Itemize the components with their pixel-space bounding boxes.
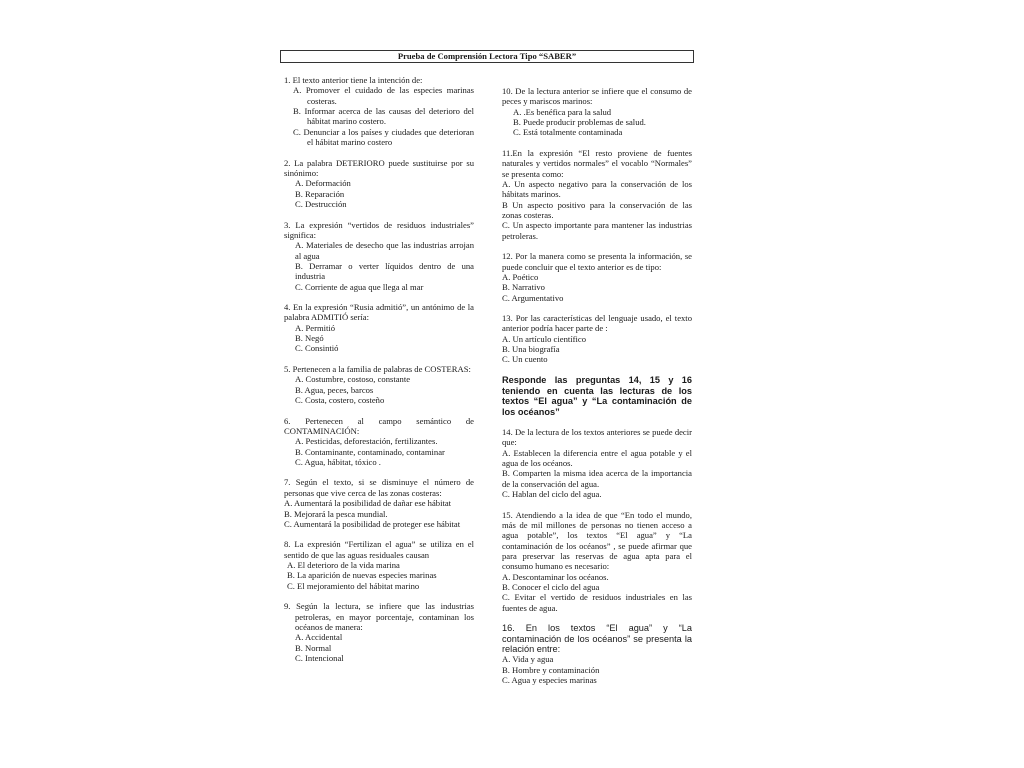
- question-stem: 8. La expresión “Fertilizan el agua” se utiliza en el sentido de que las aguas residuales causan: [284, 539, 474, 560]
- option-c[interactable]: C. Agua, hábitat, tóxico .: [295, 456, 381, 467]
- option-b[interactable]: B. Narrativo: [502, 282, 545, 293]
- option-b[interactable]: B. Una biografía: [502, 344, 560, 355]
- option-c[interactable]: C. Destrucción: [295, 198, 347, 209]
- question-stem: 1. El texto anterior tiene la intención de:: [284, 75, 423, 85]
- question-9: [284, 601, 474, 663]
- option-b[interactable]: B. Negó: [295, 333, 324, 344]
- option-c[interactable]: C. Consintió: [295, 343, 339, 354]
- right-column: [502, 86, 692, 696]
- option-b[interactable]: B. Mejorará la pesca mundial.: [284, 508, 388, 519]
- instruction-heading: Responde las preguntas 14, 15 y 16 teniendo en cuenta las lecturas de los textos “El agua” y “La contaminación de los océanos”: [502, 375, 692, 417]
- question-stem: 10. De la lectura anterior se infiere que el consumo de peces y mariscos marinos:: [502, 86, 692, 107]
- option-b[interactable]: B Un aspecto positivo para la conservación de las zonas costeras.: [502, 199, 692, 220]
- option-a[interactable]: A. Vida y agua: [502, 654, 554, 665]
- option-b[interactable]: B. Contaminante, contaminado, contaminar: [295, 446, 445, 457]
- question-stem: 14. De la lectura de los textos anteriores se puede decir que:: [502, 427, 692, 448]
- question-11: [502, 148, 692, 241]
- option-b[interactable]: B. La aparición de nuevas especies marinas: [287, 570, 437, 581]
- option-c[interactable]: C. Está totalmente contaminada: [513, 127, 623, 138]
- question-14: [502, 427, 692, 499]
- question-2: [284, 158, 474, 210]
- option-c[interactable]: C. Un aspecto importante para mantener las industrias petroleras.: [502, 220, 692, 241]
- question-6: [284, 416, 474, 468]
- option-a[interactable]: A. .Es benéfica para la salud: [513, 106, 612, 117]
- option-c[interactable]: C. Denunciar a los países y ciudades que deterioran el hábitat marino costero: [293, 126, 474, 148]
- question-stem: 11.En la expresión “El resto proviene de fuentes naturales y vertidos normales” el vocablo “Normales” se presenta como:: [502, 147, 692, 179]
- option-a[interactable]: A. Descontaminar los océanos.: [502, 571, 609, 582]
- option-c[interactable]: C. Evitar el vertido de residuos industriales en las fuentes de agua.: [502, 592, 692, 613]
- question-12: [502, 251, 692, 303]
- option-c[interactable]: C. Agua y especies marinas: [502, 675, 597, 686]
- option-a[interactable]: A. El deterioro de la vida marina: [287, 560, 400, 571]
- question-stem: 16. En los textos “El agua” y “La contaminación de los océanos” se presenta la relación entre:: [502, 623, 692, 655]
- option-b[interactable]: B. Derramar o verter líquidos dentro de una industria: [295, 260, 474, 282]
- option-c[interactable]: C. Costa, costero, costeño: [295, 395, 385, 406]
- option-b[interactable]: B. Comparten la misma idea acerca de la importancia de la conservación del agua.: [502, 468, 692, 489]
- question-stem: 3. La expresión “vertidos de residuos industriales” significa:: [284, 219, 474, 240]
- option-b[interactable]: B. Agua, peces, barcos: [295, 384, 374, 395]
- question-stem: 15. Atendiendo a la idea de que “En todo el mundo, más de mil millones de personas no tienen acceso a agua potable”, los textos “El agua” y “La contaminación de los océanos” , se puede afirmar que para preservar las reservas de agua apta para el consumo humano es necesario:: [502, 509, 692, 572]
- option-a[interactable]: A. Poético: [502, 271, 539, 282]
- option-c[interactable]: C. Un cuento: [502, 354, 548, 365]
- question-1: [284, 75, 474, 147]
- question-stem: 2. La palabra DETERIORO puede sustituirse por su sinónimo:: [284, 157, 474, 178]
- option-a[interactable]: A. Promover el cuidado de las especies marinas costeras.: [293, 85, 474, 106]
- question-4: [284, 302, 474, 354]
- question-16: [502, 623, 692, 685]
- option-a[interactable]: A. Costumbre, costoso, constante: [295, 374, 411, 385]
- question-stem: 5. Pertenecen a la familia de palabras de COSTERAS:: [284, 364, 471, 374]
- option-b[interactable]: B. Reparación: [295, 188, 345, 199]
- question-7: [284, 477, 474, 529]
- option-b[interactable]: B. Conocer el ciclo del agua: [502, 582, 600, 592]
- option-a[interactable]: A. Un artículo científico: [502, 333, 586, 344]
- option-c[interactable]: C. Intencional: [295, 653, 344, 663]
- option-a[interactable]: A. Pesticidas, deforestación, fertilizantes.: [295, 436, 438, 447]
- question-8: [284, 539, 474, 591]
- option-a[interactable]: A. Un aspecto negativo para la conservación de los hábitats marinos.: [502, 178, 692, 200]
- page-title: Prueba de Comprensión Lectora Tipo “SABER”: [280, 50, 694, 63]
- question-stem: 13. Por las características del lenguaje usado, el texto anterior podría hacer parte de :: [502, 313, 692, 334]
- question-5: [284, 364, 474, 405]
- option-a[interactable]: A. Accidental: [295, 632, 343, 643]
- question-10: [502, 86, 692, 138]
- option-a[interactable]: A. Materiales de desecho que las industrias arrojan al agua: [295, 240, 474, 261]
- option-b[interactable]: B. Hombre y contaminación: [502, 664, 600, 675]
- question-stem: 7. Según el texto, si se disminuye el número de personas que vive cerca de las zonas costeras:: [284, 477, 474, 498]
- question-stem: 6. Pertenecen al campo semántico de CONTAMINACIÓN:: [284, 415, 474, 436]
- left-column: [284, 75, 474, 674]
- option-c[interactable]: C. Aumentará la posibilidad de proteger ese hábitat: [284, 518, 461, 529]
- question-3: [284, 220, 474, 292]
- question-stem: 12. Por la manera como se presenta la información, se puede concluir que el texto anterior es de tipo:: [502, 251, 692, 272]
- option-a[interactable]: A. Permitió: [295, 322, 336, 333]
- question-stem: 4. En la expresión “Rusia admitió”, un antónimo de la palabra ADMITIÓ sería:: [284, 302, 474, 323]
- question-15: [502, 510, 692, 613]
- option-c[interactable]: C. Hablan del ciclo del agua.: [502, 489, 602, 500]
- option-b[interactable]: B. Normal: [295, 642, 332, 653]
- option-b[interactable]: B. Puede producir problemas de salud.: [513, 117, 646, 128]
- question-stem: 9. Según la lectura, se infiere que las industrias petroleras, en mayor porcentaje, contaminan los océanos de manera:: [284, 601, 474, 632]
- option-c[interactable]: C. Argumentativo: [502, 292, 564, 303]
- option-a[interactable]: A. Deformación: [295, 178, 351, 189]
- option-a[interactable]: A. Establecen la diferencia entre el agua potable y el agua de los océanos.: [502, 447, 692, 469]
- option-a[interactable]: A. Aumentará la posibilidad de dañar ese hábitat: [284, 498, 452, 509]
- question-13: [502, 313, 692, 365]
- option-c[interactable]: C. Corriente de agua que llega al mar: [295, 281, 424, 292]
- option-c[interactable]: C. El mejoramiento del hábitat marino: [287, 580, 420, 591]
- option-b[interactable]: B. Informar acerca de las causas del deterioro del hábitat marino costero.: [293, 106, 474, 127]
